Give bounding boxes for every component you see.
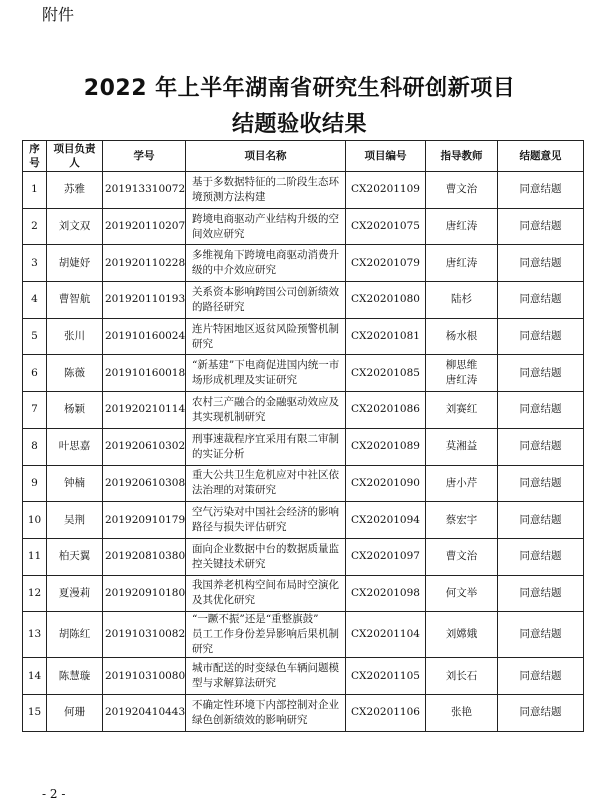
header-project-name: 项目名称	[186, 141, 346, 172]
row-project-code: CX20201089	[346, 428, 426, 465]
row-student-id: 201910310080	[103, 658, 186, 695]
table-row	[23, 208, 584, 245]
row-index: 4	[23, 282, 47, 319]
table-row	[23, 502, 584, 539]
row-leader: 吴荆	[47, 502, 103, 539]
row-index: 9	[23, 465, 47, 502]
table-row	[23, 172, 584, 209]
row-project-code: CX20201085	[346, 355, 426, 392]
row-opinion: 同意结题	[498, 428, 584, 465]
row-opinion: 同意结题	[498, 392, 584, 429]
row-index: 14	[23, 658, 47, 695]
table-row	[23, 658, 584, 695]
row-project-code: CX20201090	[346, 465, 426, 502]
row-opinion: 同意结题	[498, 355, 584, 392]
row-index: 7	[23, 392, 47, 429]
row-project-name: 城市配送的时变绿色车辆问题模型与求解算法研究	[186, 658, 346, 695]
header-opinion: 结题意见	[498, 141, 584, 172]
row-project-code: CX20201105	[346, 658, 426, 695]
header-project-code: 项目编号	[346, 141, 426, 172]
row-project-code: CX20201086	[346, 392, 426, 429]
row-advisor: 柳思维 唐红涛	[426, 355, 498, 392]
row-opinion: 同意结题	[498, 208, 584, 245]
row-project-code: CX20201106	[346, 694, 426, 731]
row-opinion: 同意结题	[498, 282, 584, 319]
row-project-name: 空气污染对中国社会经济的影响路径与损失评估研究	[186, 502, 346, 539]
row-project-name: 面向企业数据中台的数据质量监控关键技术研究	[186, 538, 346, 575]
row-project-code: CX20201075	[346, 208, 426, 245]
table-row	[23, 282, 584, 319]
row-project-code: CX20201094	[346, 502, 426, 539]
row-opinion: 同意结题	[498, 612, 584, 658]
row-leader: 陈薇	[47, 355, 103, 392]
header-leader: 项目负责人	[47, 141, 103, 172]
row-project-code: CX20201098	[346, 575, 426, 612]
row-leader: 刘文双	[47, 208, 103, 245]
row-index: 2	[23, 208, 47, 245]
row-opinion: 同意结题	[498, 318, 584, 355]
row-advisor: 陆杉	[426, 282, 498, 319]
row-project-name: 基于多数据特征的二阶段生态环境预测方法构建	[186, 172, 346, 209]
row-leader: 柏天翼	[47, 538, 103, 575]
row-student-id: 201920110207	[103, 208, 186, 245]
row-index: 5	[23, 318, 47, 355]
row-leader: 杨颖	[47, 392, 103, 429]
row-project-code: CX20201109	[346, 172, 426, 209]
row-leader: 张川	[47, 318, 103, 355]
document-subtitle: 结题验收结果	[231, 112, 367, 137]
table-row	[23, 465, 584, 502]
row-project-name: 跨境电商驱动产业结构升级的空间效应研究	[186, 208, 346, 245]
row-index: 12	[23, 575, 47, 612]
table-header-row	[23, 141, 584, 172]
row-advisor: 刘长石	[426, 658, 498, 695]
row-student-id: 201920810380	[103, 538, 186, 575]
row-student-id: 201920610302	[103, 428, 186, 465]
row-opinion: 同意结题	[498, 245, 584, 282]
row-student-id: 201920410443	[103, 694, 186, 731]
results-table	[22, 140, 584, 732]
row-project-code: CX20201081	[346, 318, 426, 355]
row-advisor: 刘嫦娥	[426, 612, 498, 658]
row-opinion: 同意结题	[498, 172, 584, 209]
table-row	[23, 428, 584, 465]
row-project-name: 我国养老机构空间布局时空演化及其优化研究	[186, 575, 346, 612]
row-leader: 钟楠	[47, 465, 103, 502]
row-project-name: 连片特困地区返贫风险预警机制研究	[186, 318, 346, 355]
table-row	[23, 575, 584, 612]
row-student-id: 201920610308	[103, 465, 186, 502]
row-advisor: 张艳	[426, 694, 498, 731]
row-index: 6	[23, 355, 47, 392]
row-advisor: 刘赛红	[426, 392, 498, 429]
row-leader: 胡陈红	[47, 612, 103, 658]
header-advisor: 指导教师	[426, 141, 498, 172]
row-project-name: 重大公共卫生危机应对中社区依法治理的对策研究	[186, 465, 346, 502]
row-leader: 夏漫莉	[47, 575, 103, 612]
row-project-code: CX20201104	[346, 612, 426, 658]
row-advisor: 杨水根	[426, 318, 498, 355]
row-advisor: 蔡宏宇	[426, 502, 498, 539]
row-opinion: 同意结题	[498, 575, 584, 612]
row-project-name: 刑事速裁程序宜采用有限二审制的实证分析	[186, 428, 346, 465]
row-project-code: CX20201080	[346, 282, 426, 319]
row-project-name: 多维视角下跨境电商驱动消费升级的中介效应研究	[186, 245, 346, 282]
row-project-name: 关系资本影响跨国公司创新绩效的路径研究	[186, 282, 346, 319]
table-row	[23, 355, 584, 392]
table-row	[23, 694, 584, 731]
row-student-id: 201920910180	[103, 575, 186, 612]
row-leader: 叶思嘉	[47, 428, 103, 465]
row-opinion: 同意结题	[498, 502, 584, 539]
row-student-id: 201910160024	[103, 318, 186, 355]
page-number: - 2 -	[42, 787, 66, 801]
row-project-name: 农村三产融合的金融驱动效应及其实现机制研究	[186, 392, 346, 429]
row-index: 1	[23, 172, 47, 209]
row-student-id: 201910310082	[103, 612, 186, 658]
header-student-id: 学号	[103, 141, 186, 172]
table-row	[23, 318, 584, 355]
table-row	[23, 392, 584, 429]
row-leader: 苏雅	[47, 172, 103, 209]
row-student-id: 201920110193	[103, 282, 186, 319]
row-advisor: 莫湘益	[426, 428, 498, 465]
row-leader: 曹智航	[47, 282, 103, 319]
row-project-code: CX20201079	[346, 245, 426, 282]
row-advisor: 何文举	[426, 575, 498, 612]
row-opinion: 同意结题	[498, 694, 584, 731]
row-student-id: 201913310072	[103, 172, 186, 209]
row-advisor: 曹文治	[426, 538, 498, 575]
row-index: 11	[23, 538, 47, 575]
row-student-id: 201920110228	[103, 245, 186, 282]
row-advisor: 唐红涛	[426, 208, 498, 245]
row-opinion: 同意结题	[498, 658, 584, 695]
table-row	[23, 245, 584, 282]
table-row	[23, 538, 584, 575]
row-leader: 何珊	[47, 694, 103, 731]
row-advisor: 唐小芹	[426, 465, 498, 502]
document-title: 2022 年上半年湖南省研究生科研创新项目	[83, 76, 516, 101]
row-index: 13	[23, 612, 47, 658]
row-project-code: CX20201097	[346, 538, 426, 575]
row-opinion: 同意结题	[498, 465, 584, 502]
row-student-id: 201920910179	[103, 502, 186, 539]
row-project-name: “一蹶不振”还是“重整旗鼓” 员工工作身份差异影响后果机制研究	[186, 612, 346, 658]
attachment-label: 附件	[42, 5, 75, 24]
row-leader: 陈慧璇	[47, 658, 103, 695]
row-index: 10	[23, 502, 47, 539]
row-index: 3	[23, 245, 47, 282]
row-advisor: 唐红涛	[426, 245, 498, 282]
row-leader: 胡婕妤	[47, 245, 103, 282]
row-index: 15	[23, 694, 47, 731]
header-index: 序号	[23, 141, 47, 172]
table-row	[23, 612, 584, 658]
row-advisor: 曹文治	[426, 172, 498, 209]
row-project-name: “新基建”下电商促进国内统一市场形成机理及实证研究	[186, 355, 346, 392]
row-student-id: 201920210114	[103, 392, 186, 429]
row-project-name: 不确定性环境下内部控制对企业绿色创新绩效的影响研究	[186, 694, 346, 731]
row-opinion: 同意结题	[498, 538, 584, 575]
row-index: 8	[23, 428, 47, 465]
row-student-id: 201910160018	[103, 355, 186, 392]
